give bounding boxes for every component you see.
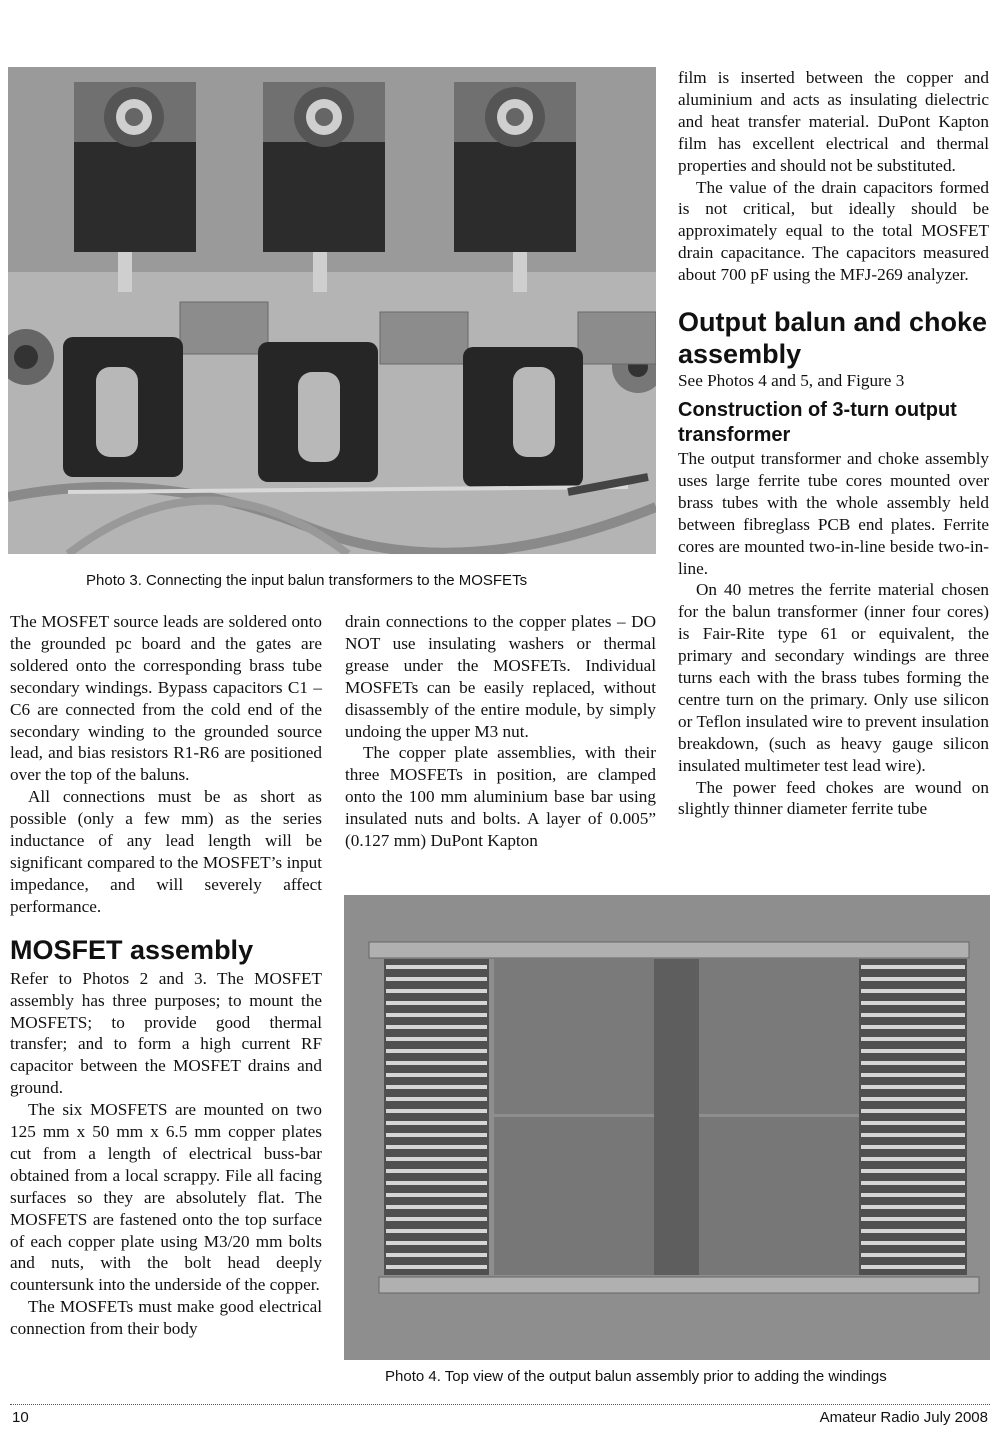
paragraph: Refer to Photos 2 and 3. The MOSFET assembly has three purposes; to mount the MOSFETS; to provide good thermal transfer; and to form a high current RF capacitor between the MOSFET drains and ground.: [10, 968, 322, 1098]
subline: See Photos 4 and 5, and Figure 3: [678, 371, 905, 391]
photo-4-output-balun-image: [344, 895, 990, 1360]
paragraph: film is inserted between the copper and aluminium and acts as insulating dielectric and heat transfer material. DuPont Kapton film has excellent electrical and thermal properties and should not be substituted.: [678, 68, 989, 175]
photo-3-caption: Photo 3. Connecting the input balun transformers to the MOSFETs: [86, 572, 528, 589]
section-heading-output-balun: Output balun and choke assembly: [678, 307, 987, 370]
paragraph: All connections must be as short as possible (only a few mm) as the series inductance of any lead length will be significant compared to the MOSFET’s input impedance, and will severely affect performance.: [10, 787, 322, 916]
paragraph: On 40 metres the ferrite material chosen for the balun transformer (inner four cores) is Fair-Rite type 61 or equivalent, the primary and secondary windings are three turns each with the brass tubes forming the centre turn on the primary. Only use silicon or Teflon insulated wire to prevent insulation breakdown, (such as heavy gauge silicon insulated multimeter test lead wire).: [678, 580, 989, 775]
footer-rule: [10, 1404, 990, 1405]
section-heading-mosfet-assembly: MOSFET assembly: [10, 934, 254, 965]
subheading-3-turn-transformer: Construction of 3-turn output transformer: [678, 398, 957, 446]
column-1: [10, 611, 322, 1340]
photo-4-caption: Photo 4. Top view of the output balun assembly prior to adding the windings: [385, 1368, 887, 1385]
paragraph: The MOSFETs must make good electrical connection from their body: [10, 1297, 322, 1339]
paragraph: drain connections to the copper plates – DO NOT use insulating washers or thermal grease under the MOSFETs. Individual MOSFETs can be easily replaced, without disassembly of the entire module, by simply undoing the upper M3 nut.: [345, 612, 656, 741]
photo-3-mosfets-image: [8, 67, 656, 554]
paragraph: The value of the drain capacitors formed is not critical, but ideally should be approximately equal to the total MOSFET drain capacitance. The capacitors measured about 700 pF using the MFJ-269 analyzer.: [678, 177, 989, 285]
paragraph: The copper plate assemblies, with their three MOSFETs in position, are clamped onto the 100 mm aluminium base bar using insulated nuts and bolts. A layer of 0.005” (0.127 mm) DuPont Kapton: [345, 743, 656, 851]
paragraph: The MOSFET source leads are soldered onto the grounded pc board and the gates are soldered onto the corresponding brass tube secondary windings. Bypass capacitors C1 – C6 are connected from the cold end of the secondary winding to the grounded source lead, and bias resistors R1-R6 are positioned over the top of the baluns.: [10, 612, 322, 785]
page-number: 10: [12, 1409, 29, 1426]
column-3: [678, 67, 989, 820]
column-2: [345, 611, 656, 852]
paragraph: The output transformer and choke assembly uses large ferrite tube cores mounted over brass tubes with the whole assembly held between fibreglass PCB end plates. Ferrite cores are mounted two-in-line beside two-in-line.: [678, 448, 989, 578]
publication-name: Amateur Radio July 2008: [819, 1409, 988, 1426]
paragraph: The power feed chokes are wound on slightly thinner diameter ferrite tube: [678, 777, 989, 819]
paragraph: The six MOSFETS are mounted on two 125 mm x 50 mm x 6.5 mm copper plates cut from a length of electrical buss-bar obtained from a local scrappy. File all facing surfaces so they are absolutely flat. The MOSFETS are fastened onto the top surface of each copper plate using M3/20 mm bolts and nuts, with the bolt head deeply countersunk into the underside of the copper.: [10, 1100, 322, 1295]
